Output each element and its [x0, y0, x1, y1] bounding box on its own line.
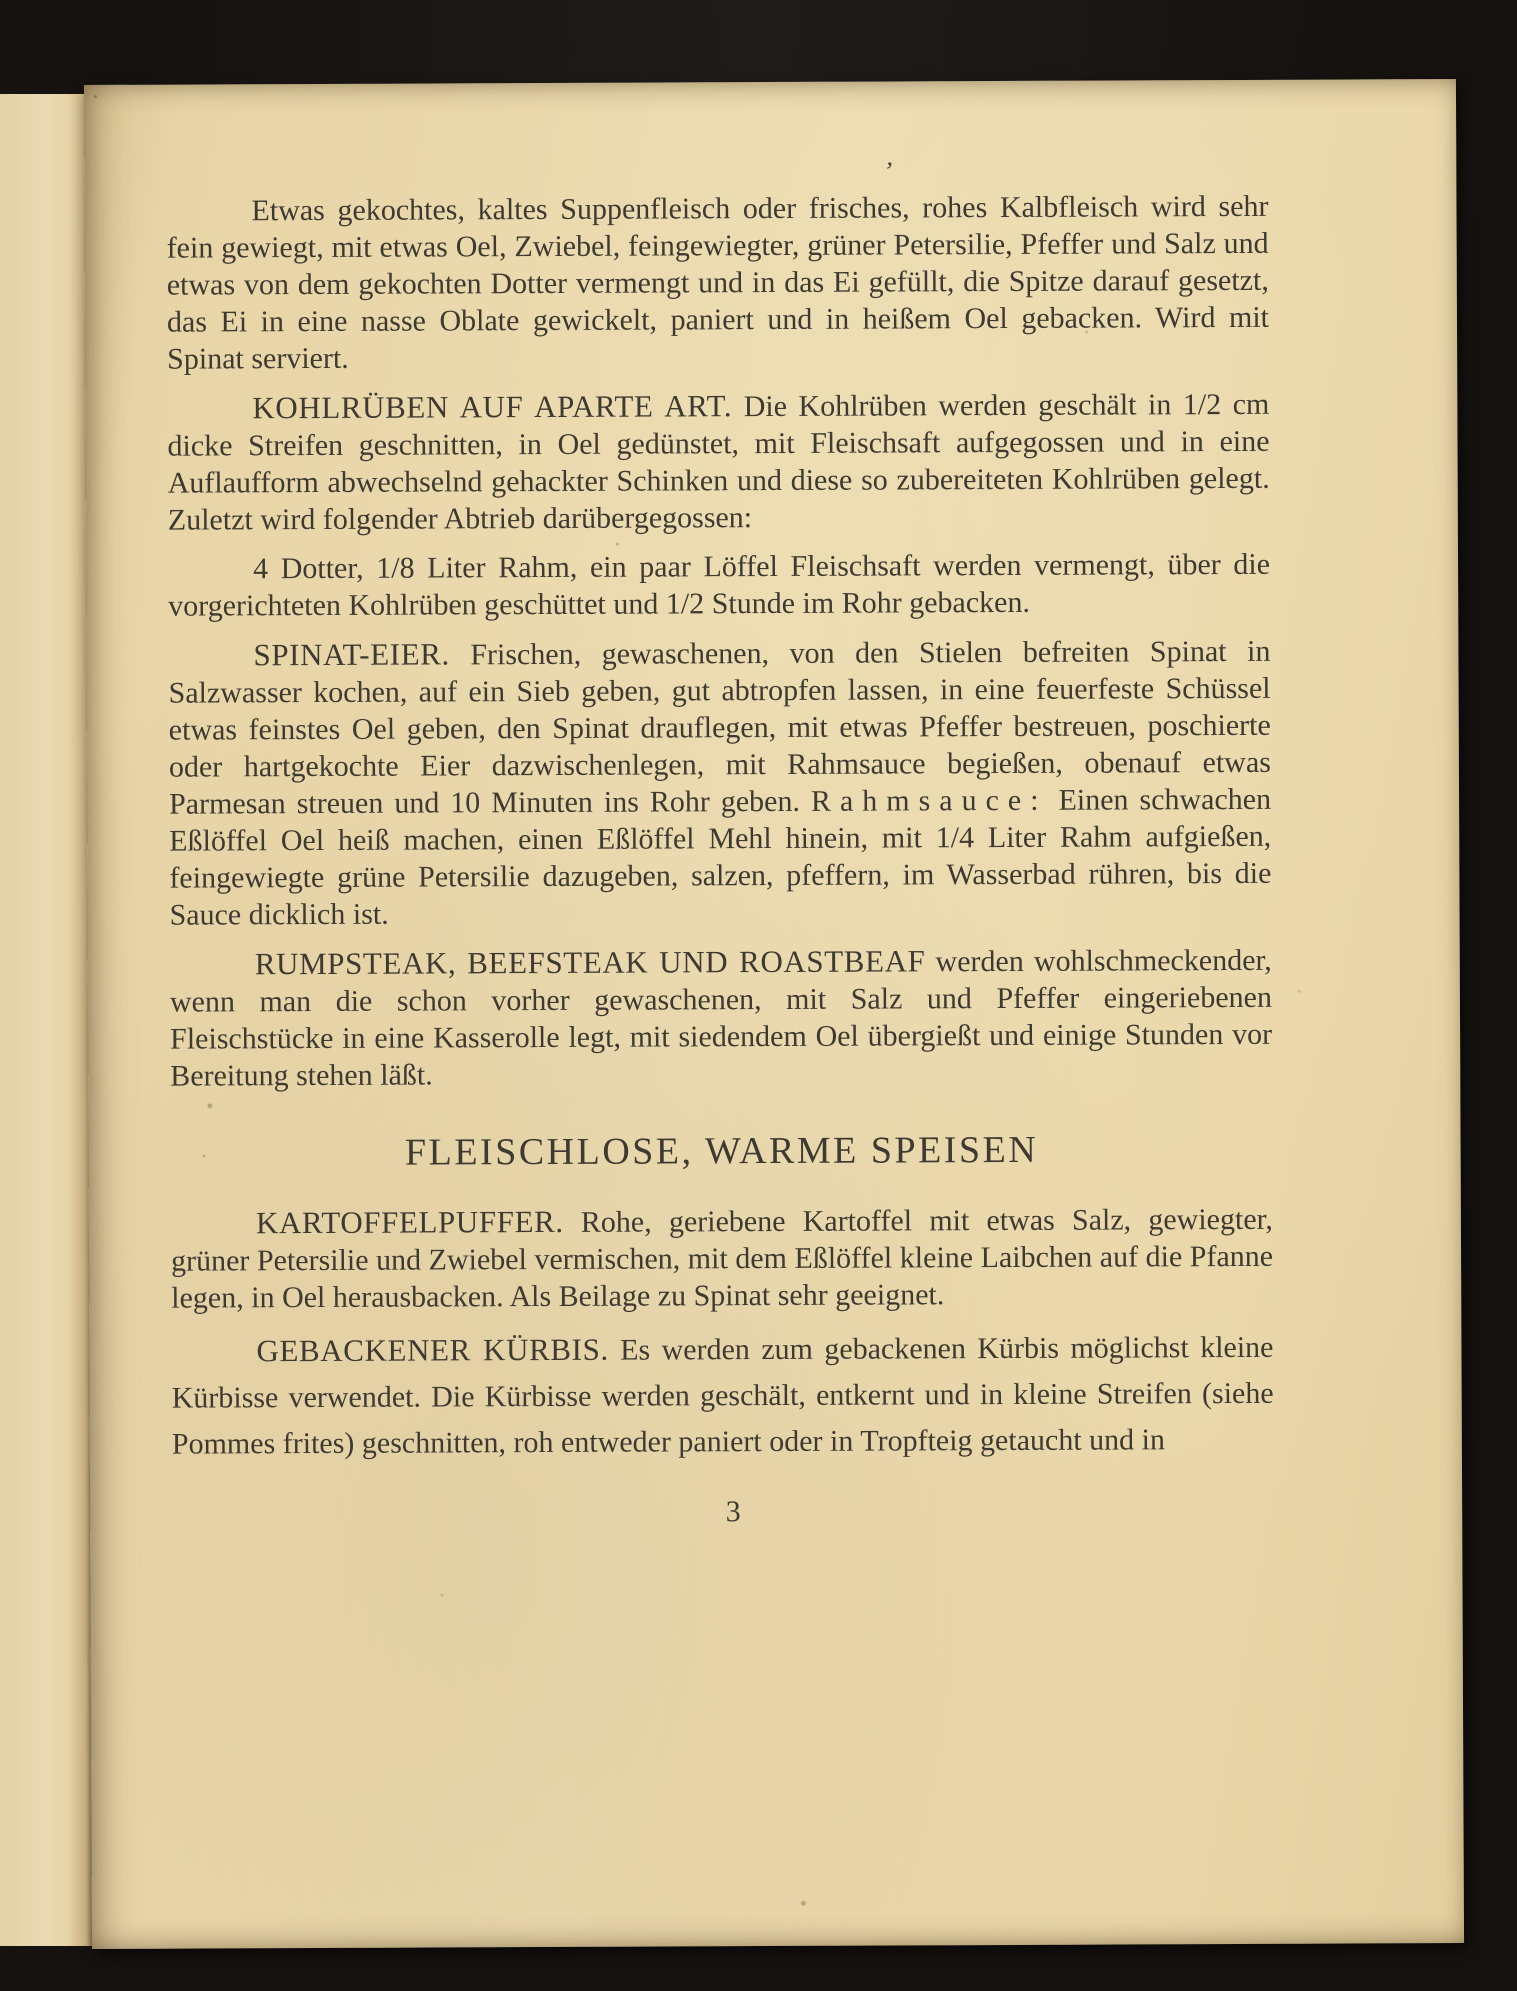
recipe-text-spinat-eier: Frischen, gewaschenen, von den Stielen befreiten Spinat in Salzwasser kochen, auf ein Sieb geben, gut abtropfen lassen, in eine feuerfeste Schüssel etwas feinstes Oel geben, den Spinat drauflegen, mit etwas Pfeffer bestreuen, poschierte oder hartgekochte Eier dazwischenlegen, mit Rahmsauce begießen, obenauf etwas Parmesan streuen und 10 Minuten ins Rohr geben. — [168, 634, 1271, 821]
section-heading: FLEISCHLOSE, WARME SPEISEN — [404, 1128, 1039, 1174]
recipe-text-intro: Etwas gekochtes, kaltes Suppenfleisch oder frisches, rohes Kalbfleisch wird sehr fein gewiegt, mit etwas Oel, Zwiebel, feingewiegter, grüner Petersilie, Pfeffer und Salz und etwas von dem gekochten Dotter vermengt und in das Ei gefüllt, die Spitze darauf gesetzt, das Ei in eine nasse Oblate gewickelt, paniert und in heißem Oel gebacken. Wird mit Spinat serviert. — [166, 189, 1270, 376]
recipe-text-rahmsauce: Einen schwachen Eßlöffel Oel heiß machen, einen Eßlöffel Mehl hinein, mit 1/4 Liter Rahm aufgießen, feingewiegte grüne Petersilie dazugeben, salzen, pfeffern, im Wasserbad rühren, bis die Sauce dicklich ist. — [169, 782, 1272, 932]
recipe-title-kohlrueben: KOHLRÜBEN AUF APARTE ART. — [252, 388, 733, 426]
recipe-paragraph-spinat-eier — [168, 632, 1271, 934]
recipe-paragraph-rumpsteak — [170, 941, 1273, 1095]
recipe-paragraph-kartoffelpuffer — [171, 1200, 1273, 1317]
recipe-paragraph-kohlrueben — [167, 385, 1270, 539]
page-number: 3 — [725, 1495, 741, 1529]
book-page — [84, 79, 1464, 1949]
page-text-column — [166, 188, 1274, 1532]
recipe-text-rumpsteak: werden wohlschmeckender, wenn man die schon vorher gewaschenen, mit Salz und Pfeffer eingeriebenen Fleischstücke in eine Kasserolle legt, mit siedendem Oel übergießt und einige Stunden vor Bereitung stehen läßt. — [169, 943, 1273, 1093]
stray-ink-mark: ’ — [882, 156, 895, 186]
recipe-text-gebackener-kuerbis: Es werden zum gebackenen Kürbis möglichst kleine Kürbisse verwendet. Die Kürbisse werden geschält, entkernt und in kleine Streifen (siehe Pommes frites) geschnitten, roh entweder paniert oder in Tropfteig getaucht und in — [171, 1330, 1274, 1461]
recipe-title-kartoffelpuffer: KARTOFFELPUFFER. — [255, 1203, 564, 1241]
paper-specks — [94, 95, 97, 98]
rahmsauce-label: Rahmsauce: — [810, 783, 1048, 818]
facing-page-edge — [0, 94, 96, 1946]
recipe-title-spinat-eier: SPINAT-EIER. — [253, 636, 450, 673]
recipe-paragraph-abtrieb — [168, 546, 1270, 625]
recipe-text-kartoffelpuffer: Rohe, geriebene Kartoffel mit etwas Salz, gewiegter, grüner Petersilie und Zwiebel vermischen, mit dem Eßlöffel kleine Laibchen auf die Pfanne legen, in Oel herausbacken. Als Beilage zu Spinat sehr geeignet. — [171, 1202, 1274, 1315]
recipe-title-gebackener-kuerbis: GEBACKENER KÜRBIS. — [256, 1331, 609, 1369]
recipe-paragraph-gebackener-kuerbis — [171, 1324, 1274, 1468]
recipe-text-abtrieb: 4 Dotter, 1/8 Liter Rahm, ein paar Löffel Fleischsaft werden vermengt, über die vorgerichteten Kohlrüben geschüttet und 1/2 Stunde im Rohr gebacken. — [168, 547, 1271, 623]
recipe-paragraph-intro — [166, 188, 1269, 378]
recipe-text-kohlrueben: Die Kohlrüben werden geschält in 1/2 cm dicke Streifen geschnitten, in Oel gedünstet, mit Fleischsaft aufgegossen und in eine Auflaufform abwechselnd gehackter Schinken und diese so zubereiteten Kohlrüben gelegt. Zuletzt wird folgender Abtrieb darübergegossen: — [167, 387, 1270, 537]
recipe-title-rumpsteak: RUMPSTEAK, BEEFSTEAK UND ROASTBEAF — [254, 943, 926, 982]
